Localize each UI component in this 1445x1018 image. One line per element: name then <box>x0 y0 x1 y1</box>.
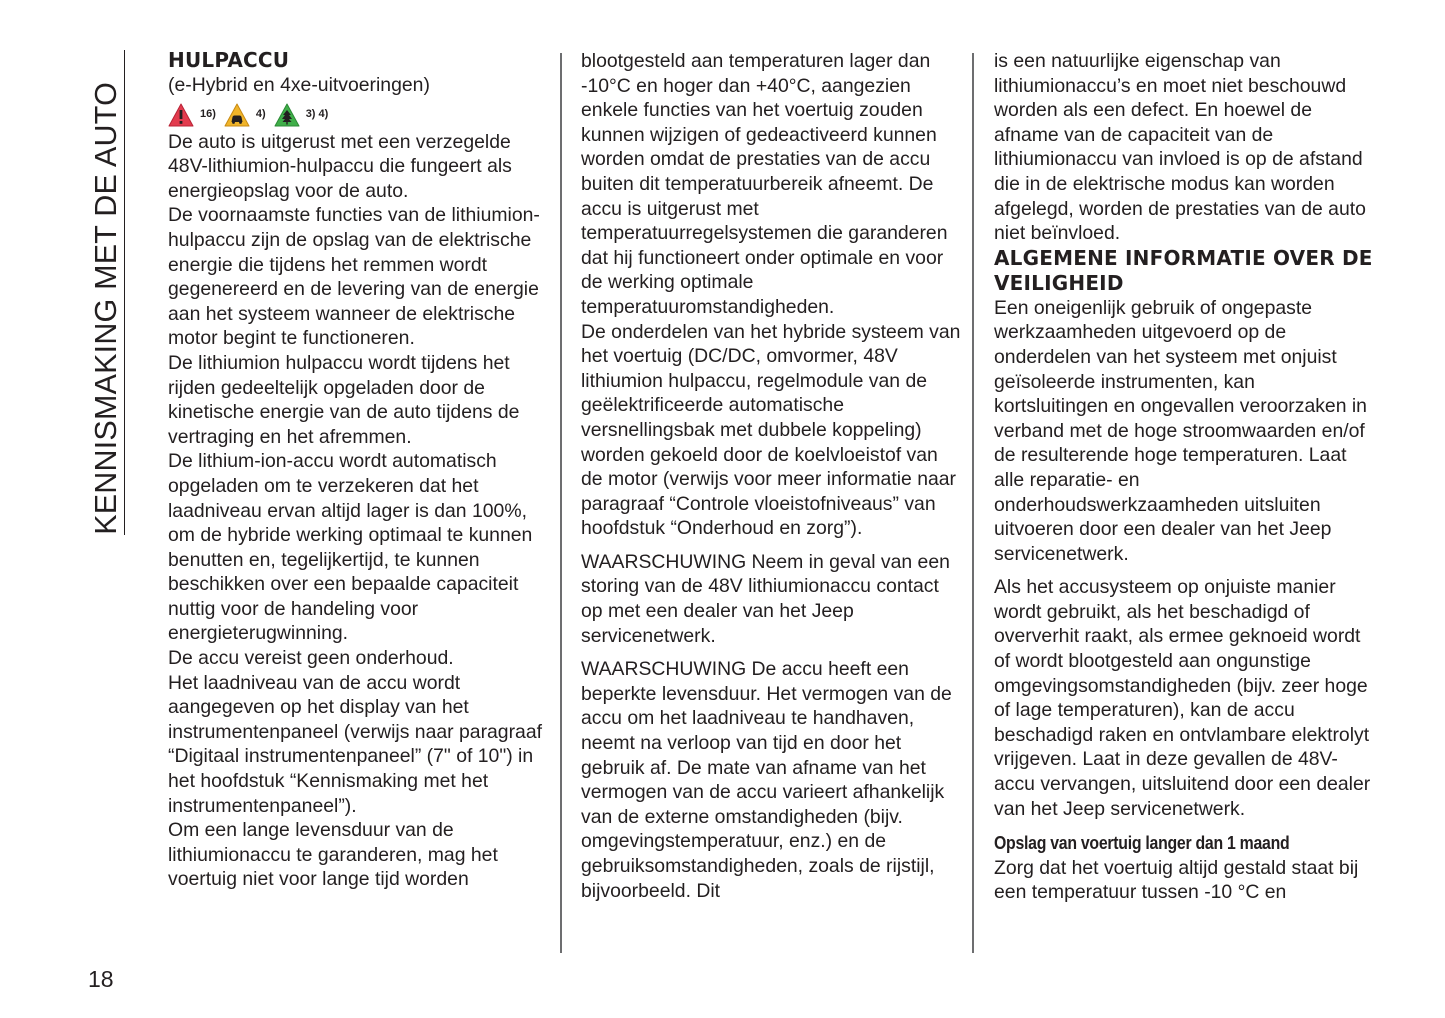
environment-tree-icon <box>274 103 300 127</box>
column-1 <box>168 48 548 892</box>
paragraph: De voornaamste functies van de lithiumion-hulpaccu zijn de opslag van de elektrische energie die tijdens het remmen wordt gegenereerd en de levering van de energie aan het systeem wanneer de elektrische motor begint te functioneren. <box>168 204 540 350</box>
column-divider <box>560 53 562 953</box>
paragraph: is een natuurlijke eigenschap van lithiumionaccu’s en moet niet beschouwd worden als een defect. En hoewel de afname van de capaciteit van de lithiumionaccu van invloed is op de afstand die in de elektrische modus kan worden afgelegd, worden de prestaties van de auto niet beïnvloed. <box>994 50 1366 245</box>
chapter-title-text: KENNISMAKING MET DE AUTO <box>89 82 123 535</box>
paragraph: Het laadniveau van de accu wordt aangegeven op het display van het instrumentenpaneel (verwijs naar paragraaf “Digitaal instrumentenpaneel” (7" of 10") in het hoofdstuk “Kennismaking met het instrumentenpaneel”). <box>168 671 543 817</box>
danger-warning-icon <box>168 103 194 127</box>
warning-paragraph: WAARSCHUWING Neem in geval van een storing van de 48V lithiumionaccu contact op met een dealer van het Jeep servicenetwerk. <box>581 550 950 647</box>
paragraph: De lithium-ion-accu wordt automatisch opgeladen om te verzekeren dat het laadniveau ervan altijd lager is dan 100%, om de hybride werking optimaal te kunnen benutten en, tegelijkertijd, te kunnen beschikken over een bepaalde capaciteit nuttig voor de handeling voor energieterugwinning. <box>168 450 533 645</box>
paragraph: De lithiumion hulpaccu wordt tijdens het rijden gedeeltelijk opgeladen door de kinetische energie van de auto tijdens de vertraging en het afremmen. <box>168 351 520 448</box>
section-heading-safety: ALGEMENE INFORMATIE OVER DE VEILIGHEID <box>994 245 1373 295</box>
warning-icons-row <box>168 100 548 130</box>
reference-number: 3) 4) <box>305 108 329 121</box>
paragraph: blootgesteld aan temperaturen lager dan -10°C en hoger dan +40°C, aangezien enkele functies van het voertuig zouden kunnen wijzigen of gedeactiveerd kunnen worden omdat de prestaties van de accu buiten dit temperatuurbereik afneemt. De accu is uitgerust met temperatuurregelsystemen die garanderen dat hij functioneert onder optimale en voor de werking optimale temperatuuromstandigheden. <box>581 50 948 318</box>
paragraph: De onderdelen van het hybride systeem van het voertuig (DC/DC, omvormer, 48V lithiumion hulpaccu, regelmodule van de geëlektrificeerde automatische versnellingsbak met dubbele koppeling) worden gekoeld door de koelvloeistof van de motor (verwijs voor meer informatie naar paragraaf “Controle vloeistofniveaus” van hoofdstuk “Onderhoud en zorg”). <box>581 320 961 540</box>
column-2 <box>581 49 961 903</box>
section-heading-hulpaccu: HULPACCU <box>168 48 290 72</box>
vehicle-caution-icon <box>224 103 250 127</box>
paragraph: Zorg dat het voertuig altijd gestald staat bij een temperatuur tussen -10 °C en <box>994 856 1359 904</box>
paragraph: Als het accusysteem op onjuiste manier wordt gebruikt, als het beschadigd of oververhit raakt, als ermee geknoeid wordt of wordt blootgesteld aan ongunstige omgevingsomstandigheden (bijv. zeer hoge of lage temperaturen), kan de accu beschadigd raken en ontvlambare elektrolyt vrijgeven. Laat in deze gevallen de 48V-accu vervangen, uitsluitend door een dealer van het Jeep servicenetwerk. <box>994 576 1371 820</box>
subheading-storage: Opslag van voertuig langer dan 1 maand <box>994 833 1290 854</box>
paragraph: De auto is uitgerust met een verzegelde 48V-lithiumion-hulpaccu die fungeert als energieopslag voor de auto. <box>168 130 512 202</box>
reference-number: 16) <box>200 108 216 121</box>
column-3 <box>994 49 1374 905</box>
paragraph: Om een lange levensduur van de lithiumionaccu te garanderen, mag het voertuig niet voor lange tijd worden <box>168 819 498 891</box>
chapter-title-rule <box>124 50 125 535</box>
warning-paragraph: WAARSCHUWING De accu heeft een beperkte levensduur. Het vermogen van de accu om het laadniveau te handhaven, neemt na verloop van tijd en door het gebruik af. De mate van afname van het vermogen van de accu varieert afhankelijk van de externe omstandigheden (bijv. omgevingstemperatuur, enz.) en de gebruiksomstandigheden, zoals de rijstijl, bijvoorbeeld. Dit <box>581 658 952 902</box>
chapter-title <box>86 50 126 535</box>
page-number: 18 <box>88 966 114 992</box>
paragraph: Een oneigenlijk gebruik of ongepaste werkzaamheden uitgevoerd op de onderdelen van het systeem met onjuist geïsoleerde instrumenten, kan kortsluitingen en ongevallen veroorzaken in verband met de hoge stroomwaarden en/of de resulterende hoge temperaturen. Laat alle reparatie- en onderhoudswerkzaamheden uitsluiten uitvoeren door een dealer van het Jeep servicenetwerk. <box>994 296 1367 565</box>
column-divider <box>972 53 974 953</box>
reference-number: 4) <box>255 108 266 121</box>
paragraph: De accu vereist geen onderhoud. <box>168 647 454 670</box>
section-subtitle: (e-Hybrid en 4xe-uitvoeringen) <box>168 74 430 96</box>
